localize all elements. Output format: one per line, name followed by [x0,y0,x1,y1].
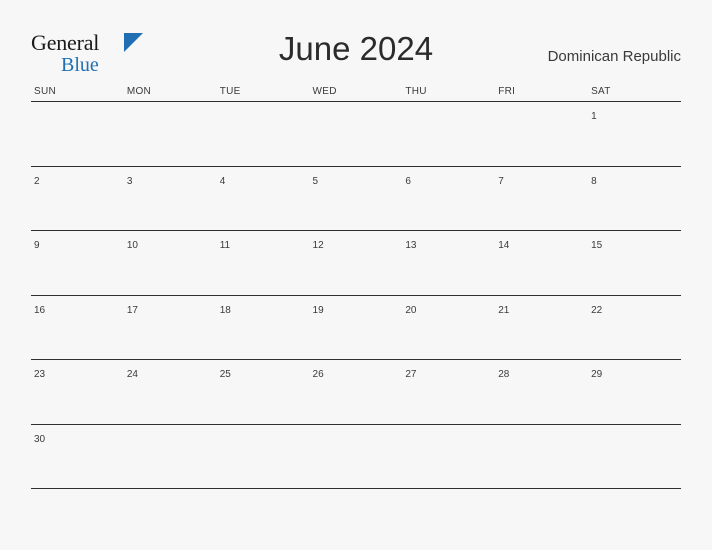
day-number: 12 [312,240,324,251]
day-number: 23 [34,369,46,380]
calendar-day-cell[interactable] [31,102,124,166]
day-number: 11 [219,240,231,251]
day-number: 5 [312,175,319,187]
weekday-header-sat: SAT [591,86,611,97]
day-number: 16 [34,304,46,316]
calendar-day-cell[interactable] [31,296,124,360]
day-number: 29 [591,369,603,380]
day-number: 25 [219,369,231,380]
day-number: 30 [34,433,46,445]
calendar-day-cell[interactable] [402,360,495,424]
weekday-header-tue: TUE [219,86,241,97]
day-number: 22 [591,304,603,316]
calendar-day-cell[interactable] [217,167,310,231]
calendar-day-cell[interactable] [310,167,403,231]
calendar-day-cell[interactable] [124,231,217,295]
calendar-week-row [31,231,681,296]
calendar-day-cell[interactable] [310,231,403,295]
day-number: 1 [591,111,597,122]
calendar-week-row [31,167,681,232]
day-number: 10 [126,240,138,251]
day-number: 19 [312,304,324,316]
day-number: 18 [219,304,231,316]
day-number: 14 [498,240,510,251]
calendar-day-cell[interactable] [31,167,124,231]
day-number: 28 [498,369,510,380]
day-number: 15 [591,240,603,251]
day-number: 3 [126,175,133,187]
calendar-day-cell[interactable] [124,167,217,231]
calendar-day-cell[interactable] [402,296,495,360]
calendar-day-cell[interactable] [217,360,310,424]
calendar-day-cell[interactable] [217,231,310,295]
calendar-day-cell[interactable] [402,167,495,231]
weekday-header-row [31,86,681,102]
logo-text-blue: Blue [61,54,99,76]
calendar-day-cell[interactable] [402,102,495,166]
calendar-day-cell[interactable] [588,102,681,166]
day-number: 13 [405,240,417,251]
weekday-header-fri: FRI [498,86,516,97]
day-number: 27 [405,369,417,380]
day-number: 4 [219,175,226,187]
calendar-day-cell[interactable] [310,360,403,424]
calendar-day-cell[interactable] [495,296,588,360]
calendar-day-cell[interactable] [31,231,124,295]
logo-text-general: General [31,30,100,55]
calendar-day-cell[interactable] [31,425,124,489]
day-number: 6 [405,175,411,187]
calendar-day-cell[interactable] [310,102,403,166]
weekday-header-thu: THU [405,86,427,97]
calendar-day-cell[interactable] [495,231,588,295]
calendar-day-cell[interactable] [495,425,588,489]
calendar-day-cell[interactable] [31,360,124,424]
calendar-day-cell[interactable] [124,360,217,424]
day-number: 2 [34,175,40,187]
calendar-week-row [31,360,681,425]
weekday-header-sun: SUN [34,86,57,97]
calendar-day-cell[interactable] [588,296,681,360]
calendar-grid [31,86,681,489]
calendar-day-cell[interactable] [124,296,217,360]
calendar-day-cell[interactable] [310,425,403,489]
day-number: 21 [498,304,510,316]
page-title: June 2024 [278,30,434,67]
calendar-day-cell[interactable] [495,102,588,166]
calendar-day-cell[interactable] [495,167,588,231]
calendar-day-cell[interactable] [588,231,681,295]
day-number: 17 [126,304,138,316]
calendar-day-cell[interactable] [124,425,217,489]
calendar-day-cell[interactable] [217,296,310,360]
calendar-day-cell[interactable] [217,102,310,166]
day-number: 9 [34,240,40,251]
calendar-day-cell[interactable] [588,167,681,231]
calendar-day-cell[interactable] [124,102,217,166]
day-number: 8 [591,175,597,187]
calendar-week-row [31,102,681,167]
calendar-day-cell[interactable] [402,231,495,295]
calendar-day-cell[interactable] [310,296,403,360]
calendar-week-row [31,425,681,490]
page-header [0,0,712,78]
weekday-header-wed: WED [312,86,337,97]
calendar-day-cell[interactable] [588,425,681,489]
region-label: Dominican Republic [547,48,681,65]
day-number: 7 [498,175,504,187]
calendar-week-row [31,296,681,361]
calendar-day-cell[interactable] [217,425,310,489]
weekday-header-mon: MON [126,86,152,97]
day-number: 20 [405,304,417,316]
calendar-day-cell[interactable] [588,360,681,424]
day-number: 24 [126,369,138,380]
calendar-day-cell[interactable] [495,360,588,424]
calendar-day-cell[interactable] [402,425,495,489]
day-number: 26 [312,369,324,380]
